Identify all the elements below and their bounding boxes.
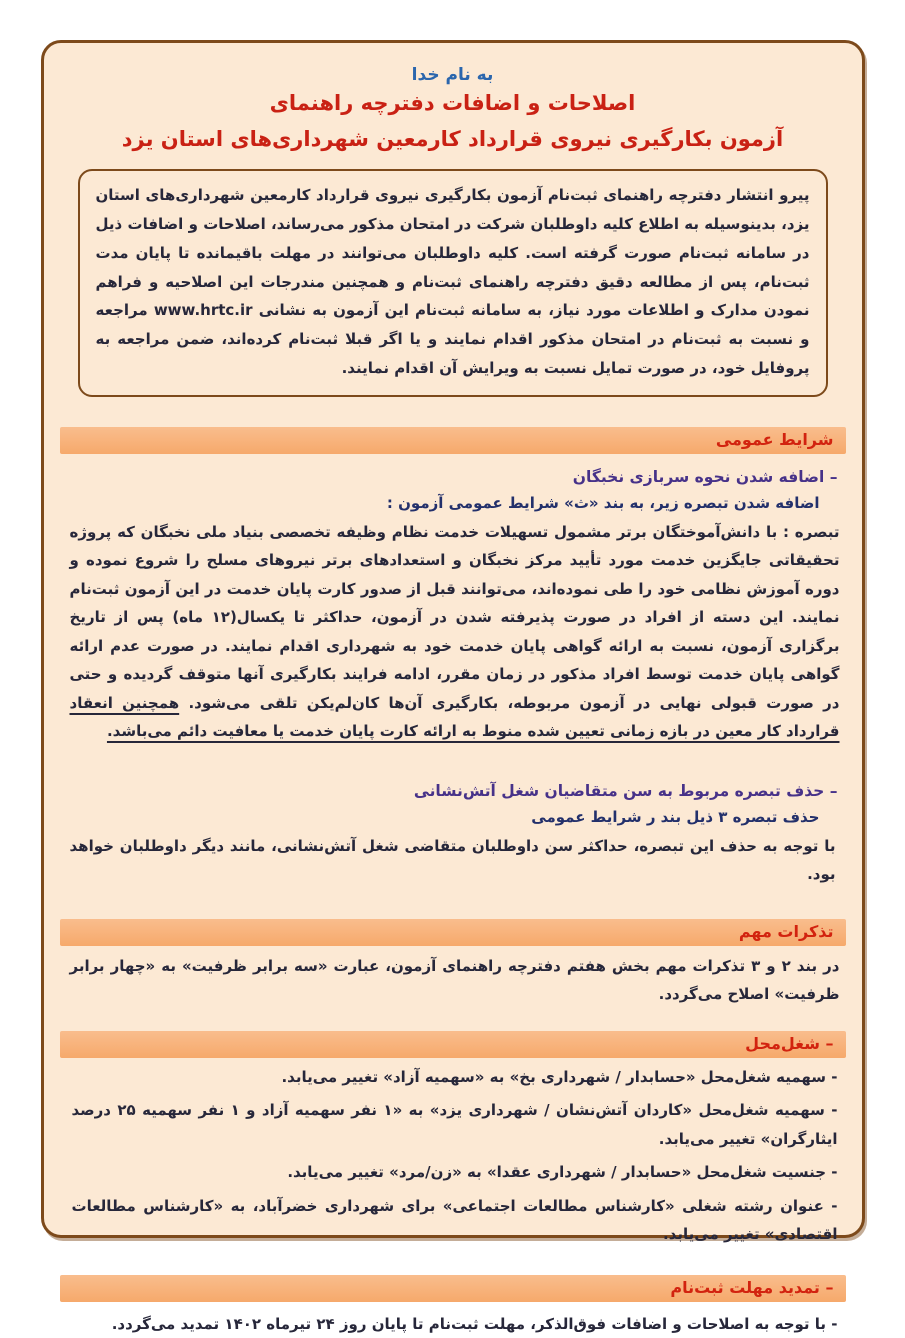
elite-service-lead-line: اضافه شدن تبصره زیر، به بند «ث» شرایط عمومی آزمون : — [386, 493, 820, 512]
subheading-elite-military-service: – اضافه شدن نحوه سربازی نخبگان — [572, 467, 838, 486]
subheading-firefighter-age-note-removal: – حذف تبصره مربوط به سن متقاضیان شغل آتش‌نشانی — [413, 781, 838, 800]
bismillah-text: به نام خدا — [411, 65, 494, 85]
section-bar-label: تذکرات مهم — [738, 921, 834, 941]
job-location-item: - عنوان رشته شغلی «کارشناس مطالعات اجتماعی» برای شهرداری خضرآباد، به «کارشناس مطالعات اقتصادی» تغییر می‌یابد. — [71, 1196, 838, 1244]
section-bar-job-location — [60, 1031, 846, 1058]
section-bar-general-conditions — [60, 427, 846, 454]
document-sheet — [41, 40, 865, 1333]
section-bar-label: شرایط عمومی — [715, 429, 834, 449]
document-title-line-2: آزمون بکارگیری نیروی قرارداد کارمعین شهرداری‌های استان یزد — [121, 127, 784, 152]
elite-service-note-paragraph — [44, 518, 862, 746]
intro-notice-box — [78, 169, 828, 397]
note-underlined-text: همچنین انعقاد قرارداد کار معین در بازه زمانی تعیین شده منوط به ارائه کارت پایان خدمت یا معافیت دائم می‌باشد. — [69, 693, 840, 741]
section-bar-deadline-extension — [60, 1275, 846, 1302]
registration-url: www.hrtc.ir — [153, 301, 253, 320]
job-location-item: - جنسیت شغل‌محل «حسابدار / شهرداری عقدا» به «زن/مرد» تغییر می‌یابد. — [287, 1163, 838, 1182]
page-background — [0, 40, 905, 1333]
section-bar-label: – شغل‌محل — [745, 1033, 834, 1053]
intro-text-after-url: مراجعه و نسبت به ثبت‌نام در امتحان مذکور اقدام نمایند و یا اگر قبلا ثبت‌نام کرده‌اند، ضمن مراجعه به پروفایل خود، در صورت تمایل نسبت به ویرایش آن اقدام نمایند. — [95, 301, 810, 377]
intro-text-before-url: پیرو انتشار دفترچه راهنمای ثبت‌نام آزمون بکارگیری نیروی قرارداد کارمعین شهرداری‌های استان یزد، بدینوسیله به اطلاع کلیه داوطلبان شرکت در امتحان مذکور می‌رساند، اصلاحات و اضافات ذیل در سامانه ثبت‌نام صورت گرفته است. کلیه داوطلبان می‌توانند در مهلت باقیمانده تا پایان مدت ثبت‌نام، پس از مطالعه دقیق دفترچه راهنمای ثبت‌نام و همچنین مندرجات این اصلاحیه و فراهم نمودن مدارک و اطلاعات مورد نیاز، به سامانه ثبت‌نام این آزمون به نشانی — [95, 186, 810, 320]
important-notes-paragraph: در بند ۲ و ۳ تذکرات مهم بخش هفتم دفترچه راهنمای آزمون، عبارت «سه برابر ظرفیت» به «چهار برابر ظرفیت» اصلاح می‌گردد. — [69, 956, 840, 1004]
section-bar-label: – تمدید مهلت ثبت‌نام — [670, 1277, 834, 1297]
firefighter-note-lead-line: حذف تبصره ۳ ذیل بند ر شرایط عمومی — [531, 807, 820, 826]
section-bar-important-notes — [60, 919, 846, 946]
firefighter-note-text: با توجه به حذف این تبصره، حداکثر سن داوطلبان متقاضی شغل آتش‌نشانی، مانند دیگر داوطلبان خواهد بود. — [69, 836, 836, 884]
document-title-line-1: اصلاحات و اضافات دفترچه راهنمای — [269, 91, 636, 115]
note-main-text: تبصره : با دانش‌آموختگان برتر مشمول تسهیلات خدمت نظام وظیفه تخصصی بنیاد ملی نخبگان که پروژه تحقیقاتی جایگزین خدمت مورد تأیید مرکز نخبگان و استعدادهای برتر نیروهای مسلح را شروع نموده و دوره آموزش نظامی خود را طی نموده‌اند، می‌توانند قبل از صدور کارت پایان خدمت در این آزمون ثبت‌نام نمایند. این دسته از افراد در صورت پذیرفته شدن در آزمون، حداکثر تا یکسال(۱۲ ماه) پس از تاریخ برگزاری آزمون، نسبت به ارائه گواهی پایان خدمت خود به شهرداری اقدام نمایند. در صورت عدم ارائه گواهی پایان خدمت توسط افراد مذکور در زمان مقرر، ادامه فرایند بکارگیری آنها متوقف گردیده و حتی در صورت قبولی نهایی در آزمون مربوطه، بکارگیری آن‌ها کان‌لم‌یکن تلقی می‌شود. — [69, 522, 840, 712]
deadline-extension-text: - با توجه به اصلاحات و اضافات فوق‌الذکر، مهلت ثبت‌نام تا پایان روز ۲۴ تیرماه ۱۴۰۲ تمدید می‌گردد. — [111, 1314, 838, 1333]
job-location-item: - سهمیه شغل‌محل «کاردان آتش‌نشان / شهرداری یزد» به «۱ نفر سهمیه آزاد و ۱ نفر سهمیه ۲۵ درصد ایثارگران» تغییر می‌یابد. — [71, 1101, 838, 1148]
job-location-item: - سهمیه شغل‌محل «حسابدار / شهرداری بخ» به «سهمیه آزاد» تغییر می‌یابد. — [281, 1067, 838, 1086]
